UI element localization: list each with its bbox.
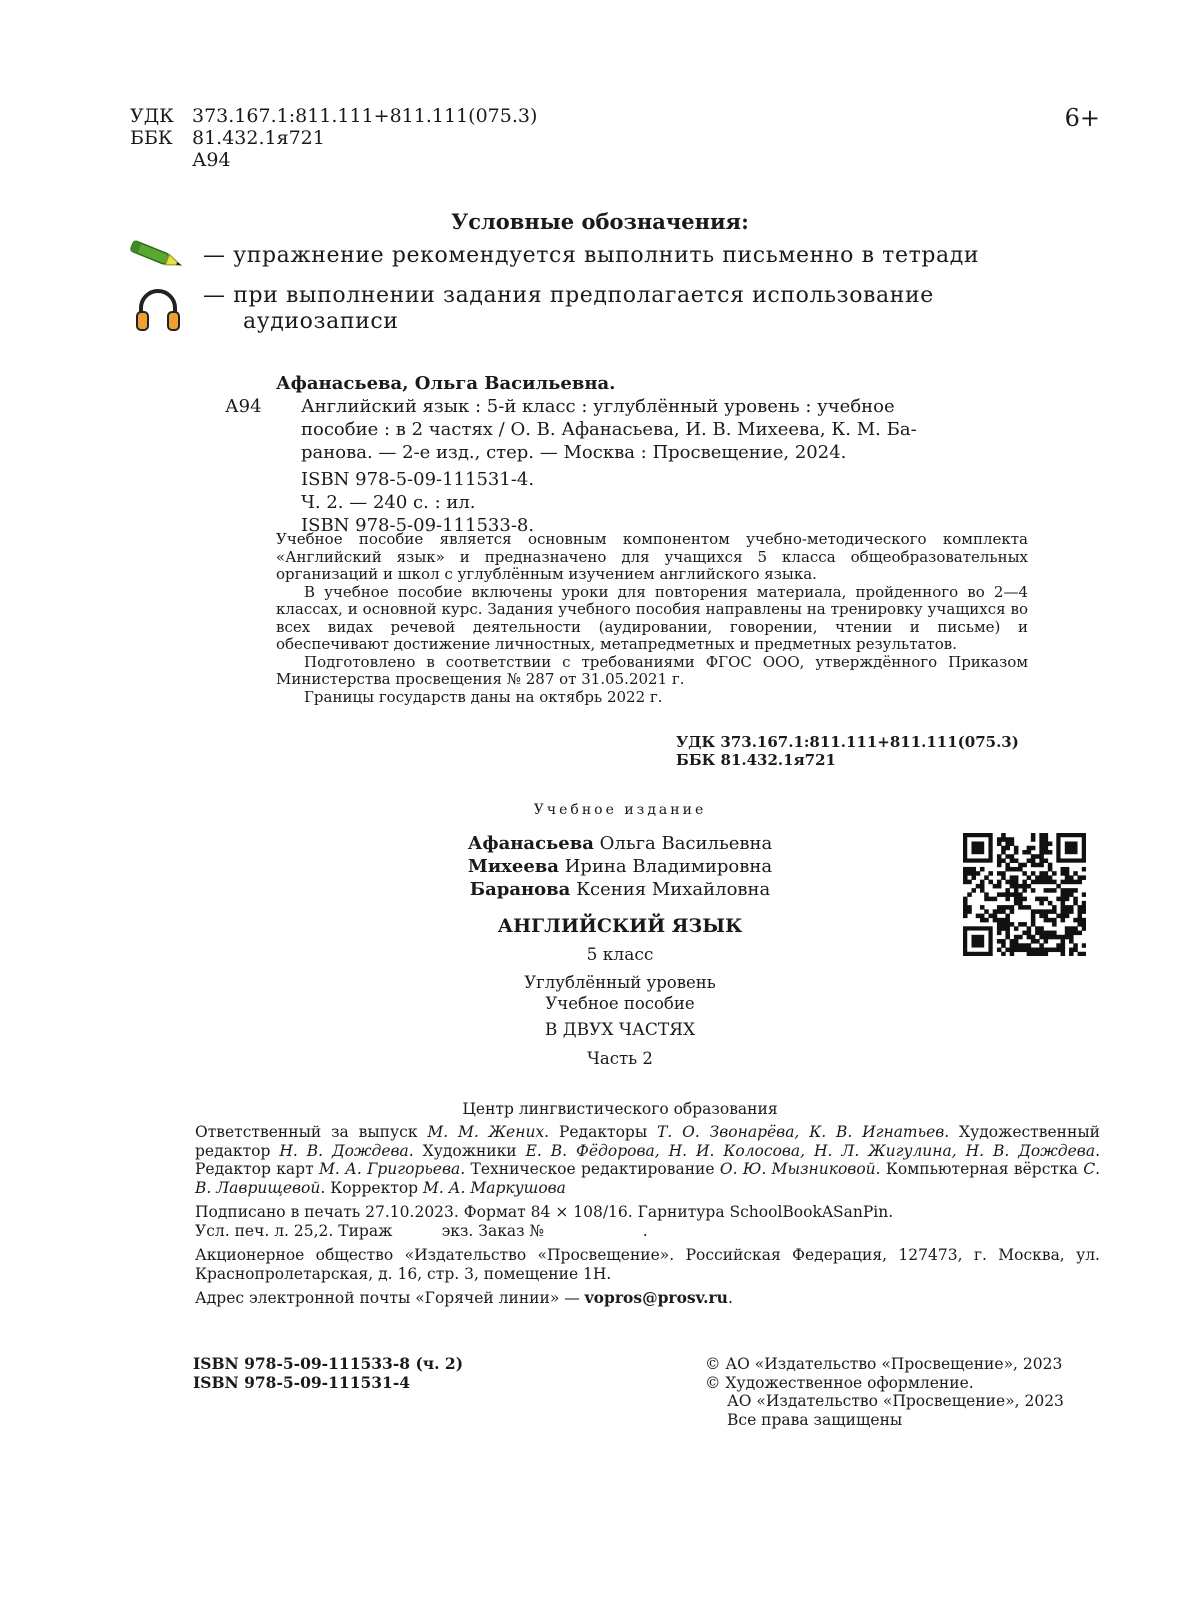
- email-label: Адрес электронной почты «Горячей линии» —: [195, 1289, 585, 1307]
- footer-isbn: [193, 1355, 463, 1392]
- udk-line: УДК 373.167.1:811.111+811.111(075.3): [676, 733, 1019, 751]
- grade: 5 класс: [586, 945, 654, 965]
- author-name: Ольга Васильевна: [599, 833, 773, 854]
- udk-value: 373.167.1:811.111+811.111(075.3): [192, 105, 538, 127]
- staff-name: М. А. Григорьева: [318, 1160, 461, 1178]
- author-name: Ксения Михайловна: [576, 879, 771, 900]
- author-surname: Михеева: [467, 856, 559, 877]
- isbn-line: Ч. 2. — 240 с. : ил.: [301, 492, 476, 513]
- level: Углублённый уровень: [524, 973, 716, 992]
- bbk-label: ББК: [130, 127, 173, 149]
- author-line: [410, 878, 830, 901]
- authors-list: [410, 832, 830, 901]
- legend-item-audio: [203, 283, 934, 335]
- level-block: [410, 972, 830, 1014]
- bbk-value: 81.432.1я721: [192, 127, 325, 149]
- book-title: АНГЛИЙСКИЙ ЯЗЫК: [497, 915, 743, 937]
- legend-title: Условные обозначения:: [451, 209, 749, 234]
- bbk-line: ББК 81.432.1я721: [676, 750, 836, 769]
- hotline-email: [195, 1289, 1100, 1308]
- copyright-line: Все права защищены: [727, 1410, 903, 1429]
- author-surname: Афанасьева: [467, 833, 594, 854]
- legend-text: — при выполнении задания предполагается использование: [203, 283, 934, 308]
- staff-role: . Компьютерная вёрстка: [875, 1160, 1084, 1178]
- staff-role: Ответственный за выпуск: [195, 1123, 428, 1141]
- legend-text: — упражнение рекомендуется выполнить письменно в тетради: [203, 243, 980, 268]
- parts: В ДВУХ ЧАСТЯХ: [544, 1020, 696, 1040]
- credits-block: [195, 1123, 1100, 1314]
- center-name: Центр лингвистического образования: [462, 1100, 778, 1118]
- author-line: [410, 855, 830, 878]
- author-mark: А94: [192, 149, 231, 171]
- author-line: [410, 832, 830, 855]
- catalog-header: [130, 105, 537, 171]
- legend-item-writing: [203, 243, 979, 269]
- staff-name: О. Ю. Мызниковой: [719, 1160, 876, 1178]
- staff-name: М. А. Маркушова: [423, 1178, 566, 1197]
- print-line: Подписано в печать 27.10.2023. Формат 84 × 108/16. Гарнитура SchoolBookASanPin.: [195, 1203, 894, 1221]
- staff-name: Т. О. Звонарёва, К. В. Игнатьев: [657, 1123, 945, 1141]
- annotation: [276, 531, 1028, 706]
- annotation-paragraph: Границы государств даны на октябрь 2022 г.: [304, 687, 663, 706]
- isbn-line: ISBN 978-5-09-111531-4.: [301, 469, 535, 490]
- part-number: Часть 2: [587, 1049, 653, 1068]
- publisher-address: Акционерное общество «Издательство «Просвещение». Российская Федерация, 127473, г. Москва, ул. Краснопролетарская, д. 16, стр. 3, помещение 1Н.: [195, 1246, 1100, 1283]
- isbn-line: ISBN 978-5-09-111531-4: [193, 1372, 411, 1392]
- description-line: пособие : в 2 частях / О. В. Афанасьева, И. В. Михеева, К. М. Ба-: [301, 419, 917, 440]
- copyright-block: [705, 1355, 1064, 1429]
- qr-code[interactable]: [963, 833, 1086, 960]
- catalog-mark: А94: [225, 396, 262, 417]
- author-surname: Баранова: [469, 879, 571, 900]
- copyright-line: АО «Издательство «Просвещение», 2023: [727, 1392, 1064, 1410]
- email-punct: .: [727, 1289, 733, 1307]
- legend-text: аудиозаписи: [243, 309, 399, 334]
- email-link[interactable]: vopros@prosv.ru: [584, 1288, 728, 1307]
- age-rating: 6+: [1064, 104, 1100, 132]
- annotation-paragraph: Подготовлено в соответствии с требованиями ФГОС ООО, утверждённого Приказом Министерства просвещения № 287 от 31.05.2021 г.: [276, 652, 1028, 688]
- staff-role: . Художественный редактор: [195, 1123, 1100, 1160]
- staff-role: . Корректор: [320, 1178, 424, 1197]
- staff-role: . Художники: [408, 1141, 526, 1160]
- staff-name: М. М. Жених: [427, 1123, 545, 1141]
- copyright-line: © АО «Издательство «Просвещение», 2023: [705, 1355, 1063, 1373]
- isbn-line: ISBN 978-5-09-111533-8.: [301, 515, 535, 536]
- author-heading: Афанасьева, Ольга Васильевна.: [276, 373, 616, 394]
- edition-type: Учебное издание: [533, 802, 707, 818]
- classification-codes: [676, 734, 1019, 769]
- copyright-line: © Художественное оформление.: [705, 1373, 974, 1392]
- author-name: Ирина Владимировна: [564, 856, 773, 877]
- staff-name: С. В. Лаврищевой: [195, 1160, 1101, 1197]
- staff-credits: [195, 1123, 1100, 1197]
- staff-name: Н. В. Дождева: [279, 1141, 409, 1160]
- book-type: Учебное пособие: [545, 994, 695, 1013]
- staff-name: Е. В. Фёдорова, Н. И. Колосова, Н. Л. Жигулина, Н. В. Дождева: [525, 1141, 1096, 1160]
- staff-role: . Техническое редактирование: [460, 1160, 720, 1178]
- isbn-line: ISBN 978-5-09-111533-8 (ч. 2): [193, 1354, 464, 1373]
- annotation-paragraph: Учебное пособие является основным компонентом учебно-методического комплекта «Английский язык» и предназначено для учащихся 5 класса общеобразовательных организаций и школ с углублённым изучением английского языка.: [276, 530, 1028, 583]
- udk-label: УДК: [130, 105, 174, 127]
- bibliographic-record: [225, 372, 917, 537]
- headphones-icon: [134, 286, 182, 336]
- annotation-paragraph: В учебное пособие включены уроки для повторения материала, пройденного во 2—4 классах, и основной курс. Задания учебного пособия направлены на тренировку учащихся во всех видах речевой деятельности (аудировании, говорении, чтении и письме) и обеспечивают достижение личностных, метапредметных и предметных результатов.: [276, 582, 1028, 653]
- description-line: Английский язык : 5-й класс : углублённый уровень : учебное: [301, 396, 895, 417]
- print-line: Усл. печ. л. 25,2. Тираж экз. Заказ № .: [195, 1221, 648, 1240]
- print-details: [195, 1203, 1100, 1240]
- staff-role: . Редакторы: [544, 1123, 658, 1141]
- description-line: ранова. — 2-е изд., стер. — Москва : Просвещение, 2024.: [301, 442, 847, 463]
- staff-role: . Редактор карт: [195, 1141, 1100, 1178]
- pencil-icon: [126, 236, 188, 280]
